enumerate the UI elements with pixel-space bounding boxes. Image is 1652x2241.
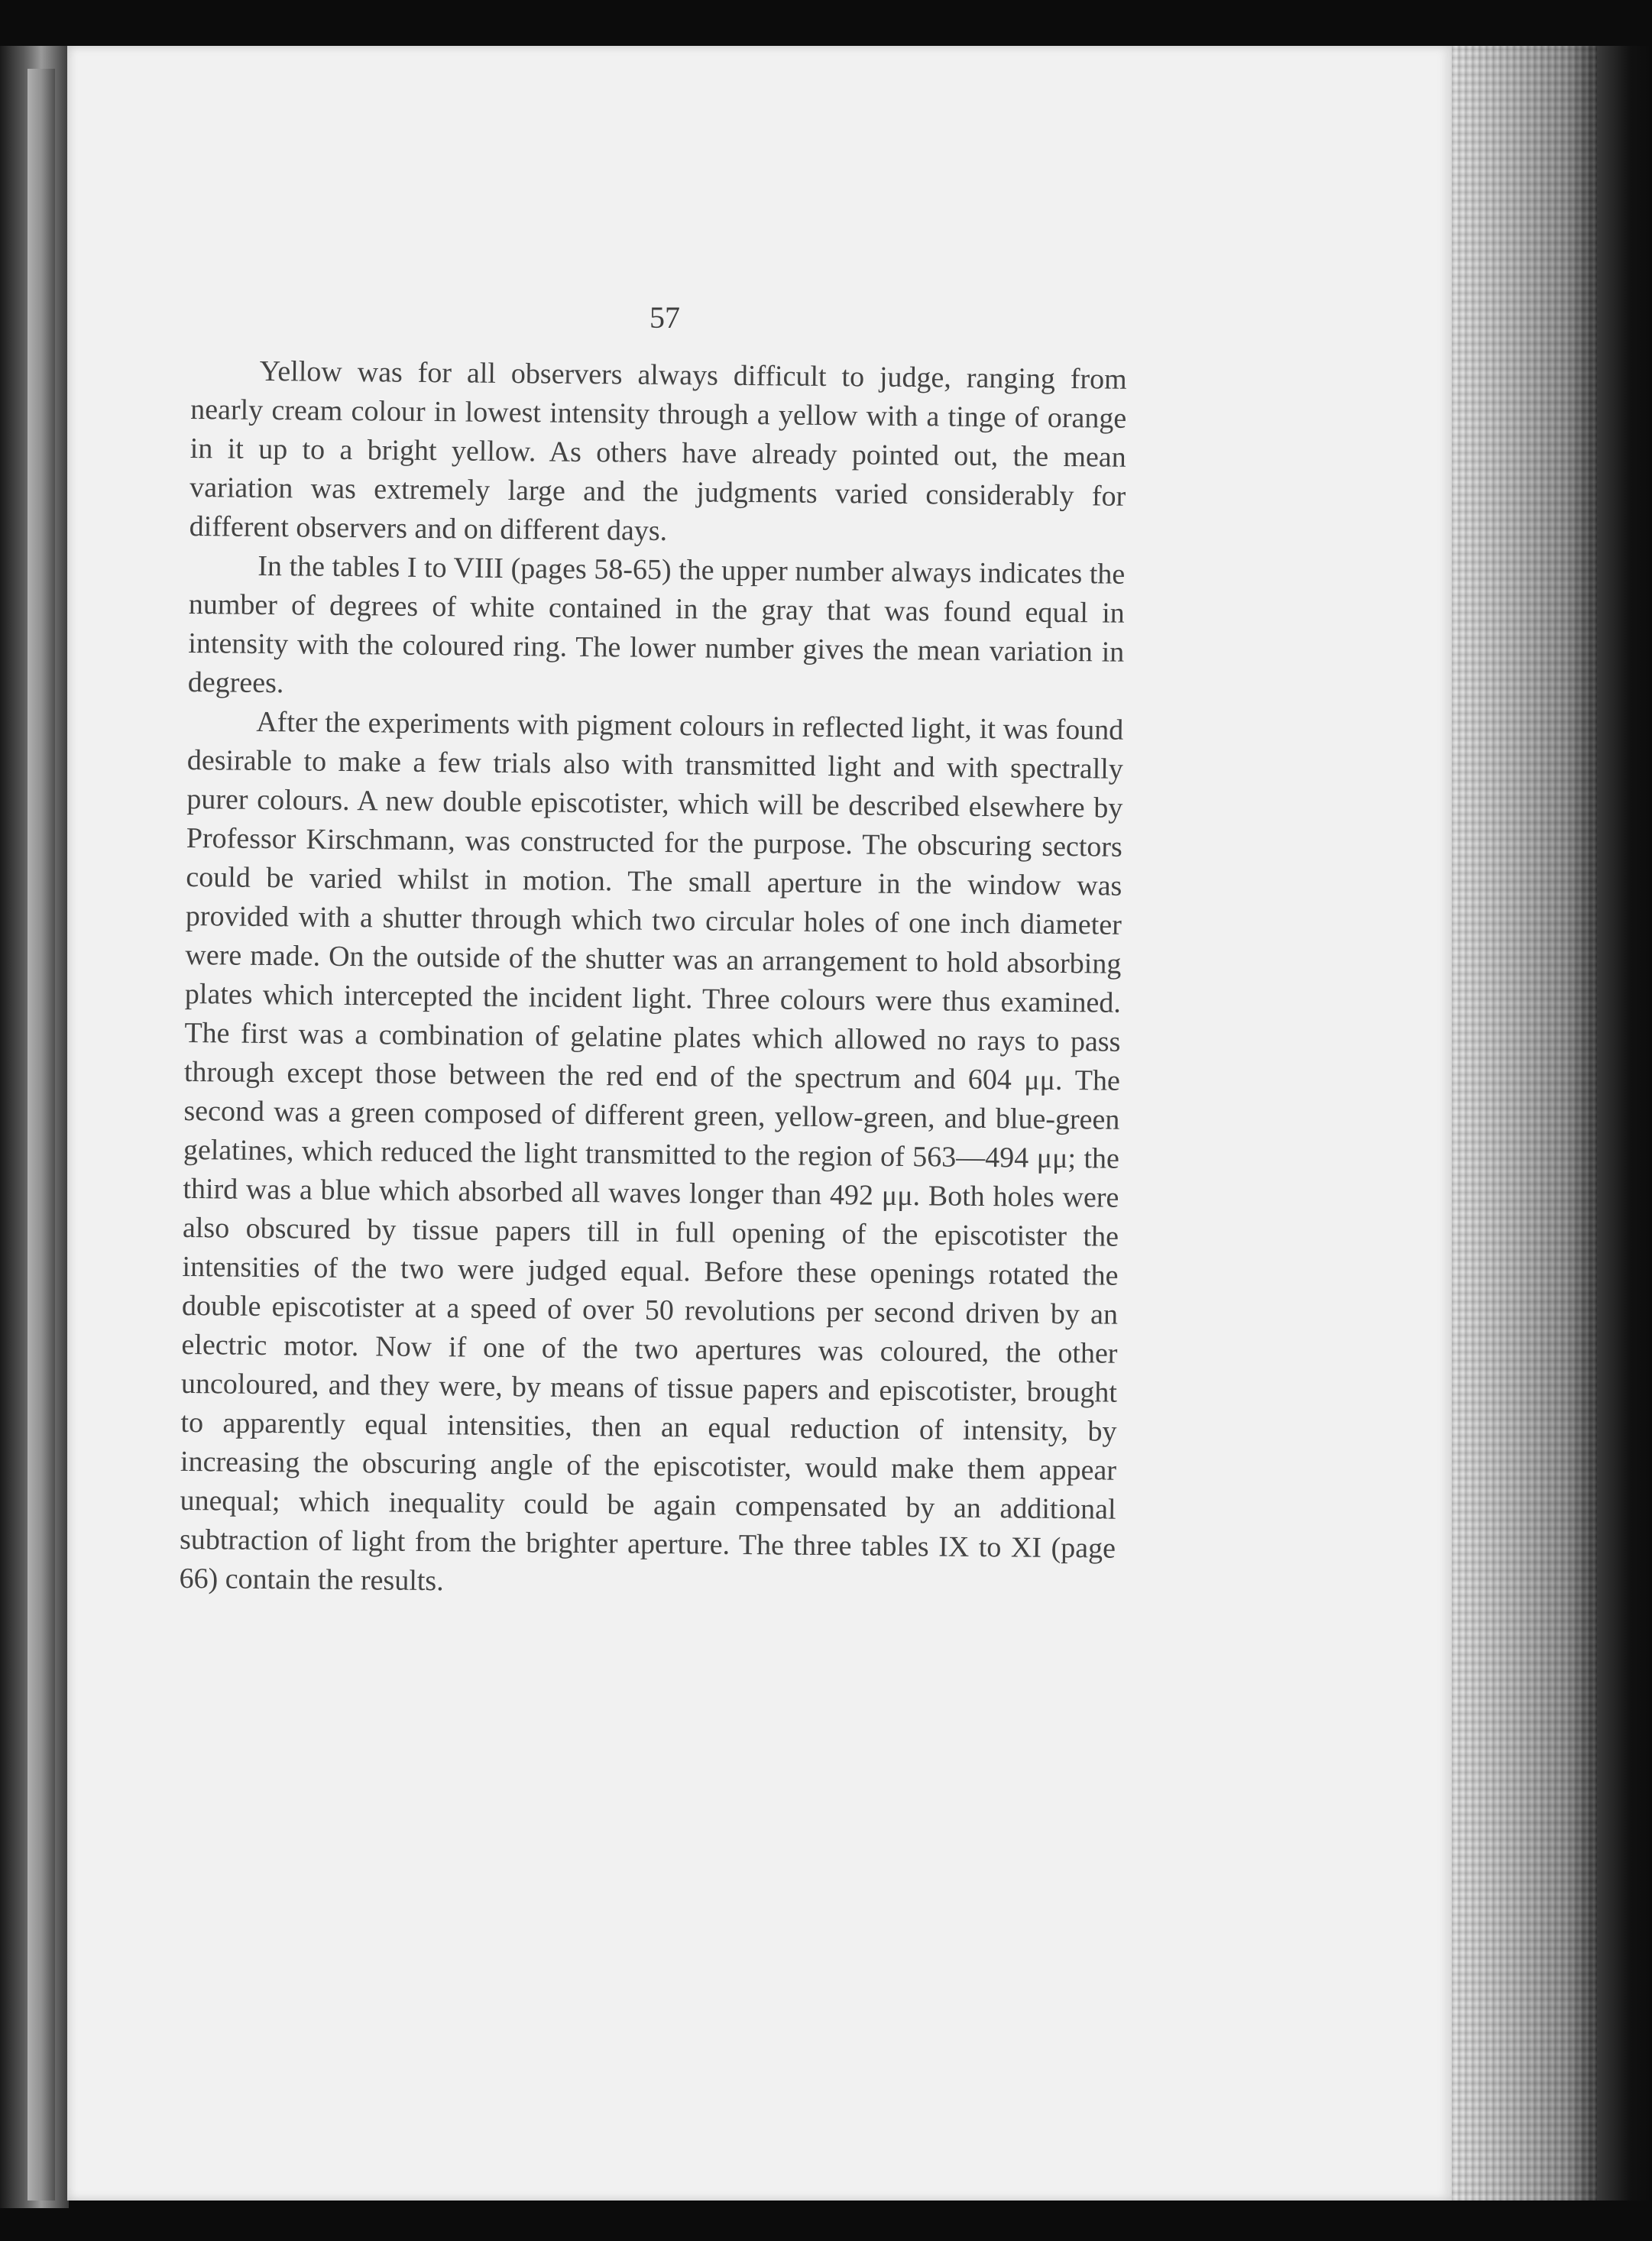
page-stack-edge	[1452, 46, 1597, 2201]
left-page-strip	[28, 69, 55, 2201]
page-edge-shadow	[1597, 46, 1652, 2201]
paragraph-tables-explanation: In the tables I to VIII (pages 58-65) the upper number always indicates the number of degrees of white contained in the gray that was found equal in intensity with the coloured ring. The lower number gives the mean variation in degrees.	[187, 549, 1126, 700]
paragraph-yellow-judgment: Yellow was for all observers always difficult to judge, ranging from nearly cream colour in lowest intensity through a yellow with a tinge of orange in it up to a bright yellow. As others have already pointed out, the mean variation was extremely large and the judgments varied considerably for different observers and on different days.	[189, 355, 1127, 547]
paragraph-transmitted-light-experiments: After the experiments with pigment colours in reflected light, it was found desirable to make a few trials also with transmitted light and with spectrally purer colours. A new double episcotister, which will be described elsewhere by Professor Kirschmann, was constructed for the purpose. The obscuring sectors could be varied whilst in motion. The small aperture in the window was provided with a shutter through which two circular holes of one inch diameter were made. On the outside of the shutter was an arrangement to hold absorbing plates which intercepted the incident light. Three colours were thus examined. The first was a combination of gelatine plates which allowed no rays to pass through except those between the red end of the spectrum and 604 μμ. The second was a green composed of different green, yellow-green, and blue-green gelatines, which reduced the light transmitted to the region of 563—494 μμ; the third was a blue which absorbed all waves longer than 492 μμ. Both holes were also obscured by tissue papers till in full opening of the episcotister the intensities of the two were judged equal. Before these openings rotated the double episcotister at a speed of over 50 revolutions per second driven by an electric motor. Now if one of the two apertures was coloured, the other uncoloured, and they were, by means of tissue papers and episcotister, brought to apparently equal intensities, then an equal reduction of intensity, by increasing the obscuring angle of the episcotister, would make them appear unequal; which inequality could be again compensated by an additional subtraction of light from the brighter aperture. The three tables IX to XI (page 66) contain the results.	[179, 705, 1124, 1598]
page-number: 57	[649, 300, 680, 335]
body-text	[179, 351, 1127, 1608]
